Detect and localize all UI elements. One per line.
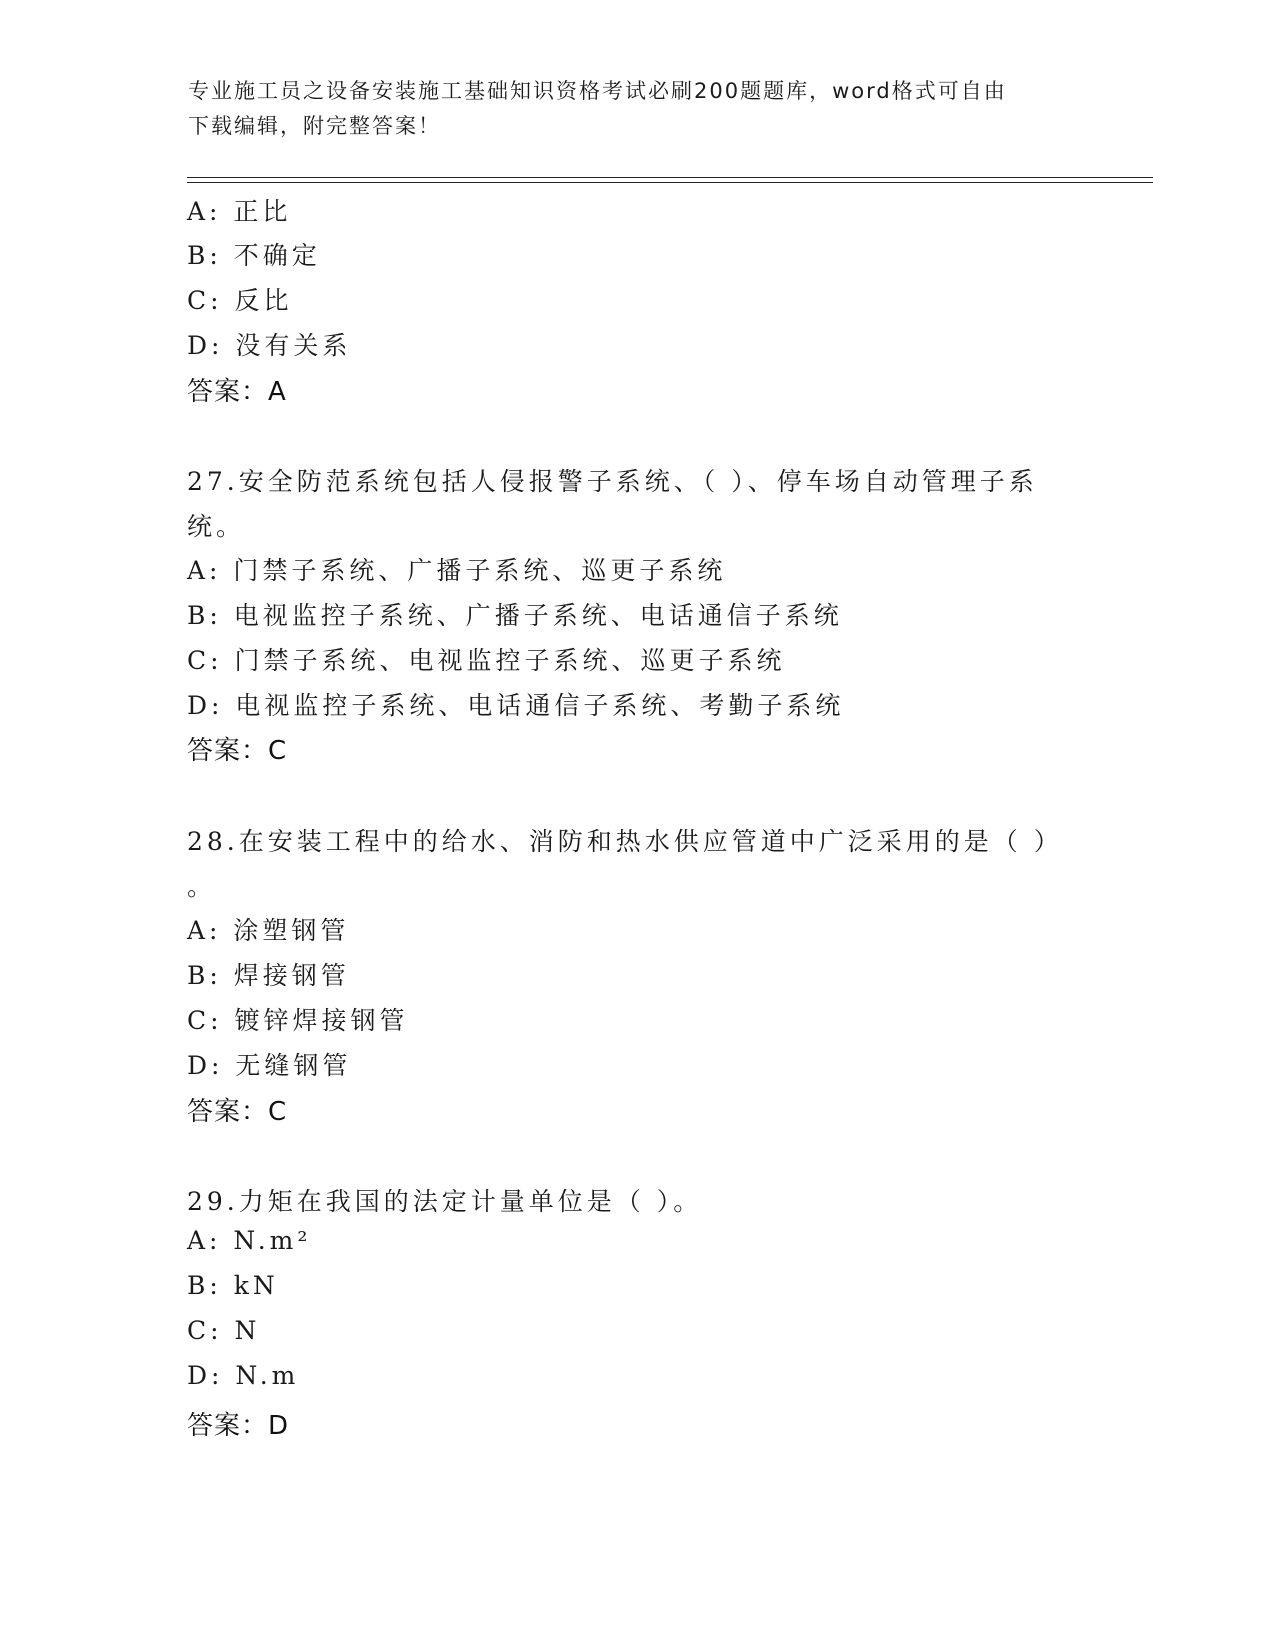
q28-stem-line-1: 28.在安装工程中的给水、消防和热水供应管道中广泛采用的是（ ） (187, 827, 1063, 856)
q26-option-d: D: 没有关系 (187, 331, 352, 360)
header-line-2: 下载编辑，附完整答案！ (188, 114, 441, 138)
q27-answer: 答案：C (187, 736, 288, 766)
q28-option-a: A: 涂塑钢管 (187, 916, 350, 945)
q26-answer: 答案：A (187, 377, 287, 407)
q28-option-b: B: 焊接钢管 (187, 961, 350, 990)
header-rule-bottom (187, 182, 1153, 183)
header-line-1: 专业施工员之设备安装施工基础知识资格考试必刷200题题库，word格式可自由 (188, 79, 1007, 103)
q27-option-c: C: 门禁子系统、电视监控子系统、巡更子系统 (187, 646, 786, 675)
q26-option-c: C: 反比 (187, 286, 293, 315)
header-rule-top (187, 177, 1153, 178)
q27-stem-line-2: 统。 (187, 512, 246, 541)
q29-option-a: A: N.m² (187, 1226, 312, 1255)
q28-stem-line-2: 。 (187, 872, 217, 901)
q29-option-d: D: N.m (187, 1361, 300, 1390)
q27-option-b: B: 电视监控子系统、广播子系统、电话通信子系统 (187, 601, 843, 630)
q29-stem-line-1: 29.力矩在我国的法定计量单位是（ ）。 (187, 1187, 703, 1216)
q29-option-b: B: kN (187, 1271, 279, 1300)
q27-option-a: A: 门禁子系统、广播子系统、巡更子系统 (187, 556, 727, 585)
q28-answer: 答案：C (187, 1097, 288, 1127)
q28-option-c: C: 镀锌焊接钢管 (187, 1006, 409, 1035)
q27-option-d: D: 电视监控子系统、电话通信子系统、考勤子系统 (187, 691, 845, 720)
q26-option-b: B: 不确定 (187, 241, 321, 270)
q29-option-c: C: N (187, 1316, 261, 1345)
q28-option-d: D: 无缝钢管 (187, 1051, 352, 1080)
document-header (188, 74, 1068, 144)
q29-answer: 答案：D (187, 1411, 290, 1441)
q26-option-a: A: 正比 (187, 197, 292, 226)
q27-stem-line-1: 27.安全防范系统包括人侵报警子系统、（ ）、停车场自动管理子系 (187, 467, 1038, 496)
